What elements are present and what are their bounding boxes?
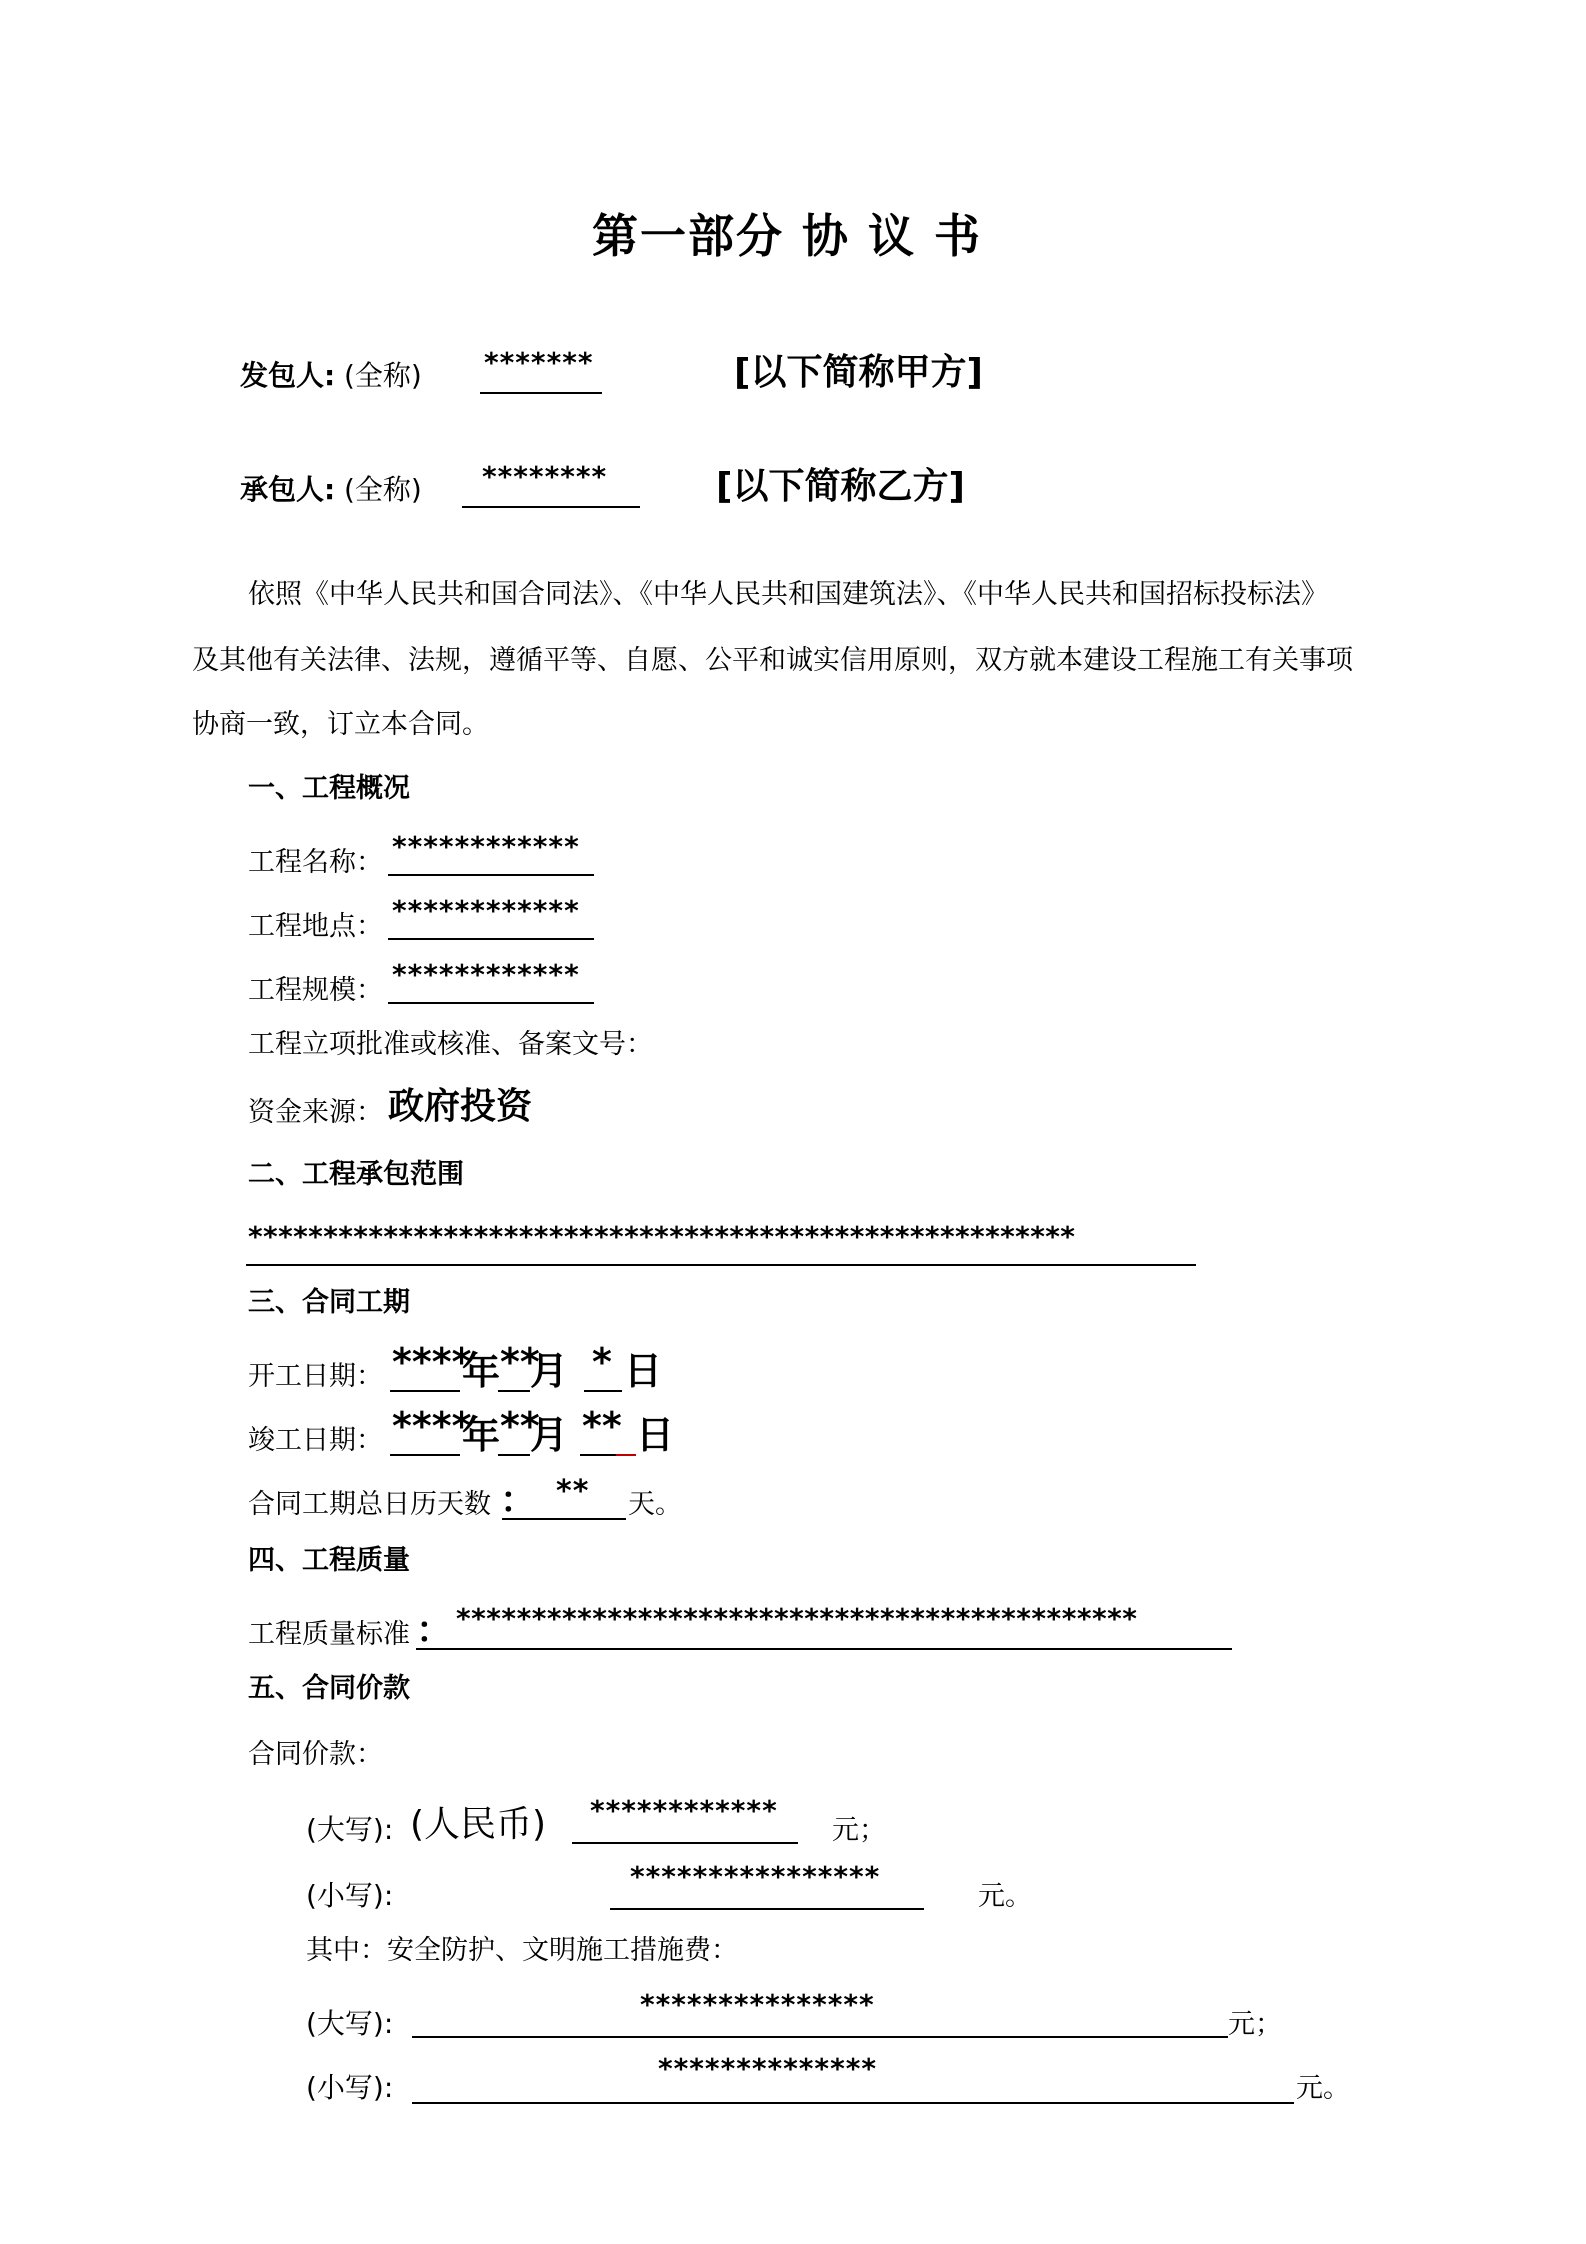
employer-name-underline bbox=[480, 392, 602, 394]
project-approval-label: 工程立项批准或核准、备案文号： bbox=[248, 1029, 653, 1060]
fund-source-value: 政府投资 bbox=[388, 1086, 533, 1127]
start-day-value: * bbox=[592, 1340, 612, 1384]
preamble-line-1: 依照《中华人民共和国合同法》、《中华人民共和国建筑法》、《中华人民共和国招标投标法》 bbox=[248, 579, 1328, 610]
safety-upper-value: *************** bbox=[640, 1988, 875, 2021]
contractor-fullname-label: (全称) bbox=[344, 473, 422, 506]
project-name-label: 工程名称： bbox=[248, 847, 383, 878]
price-upper-value: ************ bbox=[590, 1794, 778, 1827]
employer-fullname-label: (全称) bbox=[344, 359, 422, 392]
total-days-value: ** bbox=[556, 1474, 590, 1509]
price-upper-label: (大写): bbox=[306, 1813, 394, 1846]
section-1-heading: 一、工程概况 bbox=[248, 773, 410, 804]
price-upper-unit: 元； bbox=[832, 1815, 886, 1846]
end-year-unit: 年 bbox=[462, 1413, 501, 1457]
quality-standard-label: 工程质量标准 bbox=[248, 1619, 410, 1650]
project-scale-label: 工程规模： bbox=[248, 975, 383, 1006]
start-month-value: ** bbox=[500, 1340, 540, 1384]
end-day-underline bbox=[580, 1454, 616, 1456]
price-upper-underline bbox=[572, 1842, 798, 1844]
end-month-value: ** bbox=[500, 1404, 540, 1448]
safety-lower-underline bbox=[412, 2102, 1294, 2104]
start-year-value: **** bbox=[392, 1340, 472, 1384]
total-days-unit: 天。 bbox=[628, 1489, 682, 1520]
end-month-unit: 月 bbox=[530, 1413, 569, 1457]
total-days-colon: ： bbox=[500, 1480, 537, 1521]
end-day-underline-mark bbox=[616, 1454, 636, 1456]
start-day-unit: 日 bbox=[624, 1349, 663, 1393]
safety-fee-label: 其中：安全防护、文明施工措施费： bbox=[306, 1935, 738, 1966]
start-month-unit: 月 bbox=[530, 1349, 569, 1393]
end-date-label: 竣工日期： bbox=[248, 1425, 383, 1456]
safety-lower-unit: 元。 bbox=[1296, 2073, 1350, 2104]
preamble-line-3: 协商一致，订立本合同。 bbox=[192, 709, 489, 740]
start-date-label: 开工日期： bbox=[248, 1361, 383, 1392]
end-year-value: **** bbox=[392, 1404, 472, 1448]
safety-upper-underline bbox=[412, 2036, 1228, 2038]
quality-standard-value: ********************************************* bbox=[456, 1602, 1138, 1635]
contractor-alias-note: [以下简称乙方] bbox=[716, 466, 965, 507]
quality-standard-underline bbox=[416, 1648, 1232, 1650]
project-scale-underline bbox=[388, 1002, 594, 1004]
section-5-heading: 五、合同价款 bbox=[248, 1673, 410, 1704]
price-lower-value: **************** bbox=[630, 1860, 881, 1893]
preamble-line-2: 及其他有关法律、法规，遵循平等、自愿、公平和诚实信用原则，双方就本建设工程施工有关事项 bbox=[192, 645, 1353, 676]
end-year-underline bbox=[390, 1454, 460, 1456]
total-days-label: 合同工期总日历天数 bbox=[248, 1489, 491, 1520]
price-lower-underline bbox=[610, 1908, 924, 1910]
project-name-value: ************ bbox=[392, 830, 580, 863]
page-title: 第一部分 协 议 书 bbox=[592, 209, 983, 263]
employer-alias-note: [以下简称甲方] bbox=[734, 352, 983, 393]
section-2-heading: 二、工程承包范围 bbox=[248, 1159, 464, 1190]
contractor-name-underline bbox=[462, 506, 640, 508]
start-year-underline bbox=[390, 1390, 460, 1392]
start-year-unit: 年 bbox=[462, 1349, 501, 1393]
safety-upper-label: (大写): bbox=[306, 2007, 394, 2040]
employer-name-value: ******* bbox=[484, 346, 594, 379]
start-month-underline bbox=[498, 1390, 530, 1392]
project-location-value: ************ bbox=[392, 894, 580, 927]
quality-standard-colon: ： bbox=[416, 1610, 453, 1651]
end-day-value: ** bbox=[582, 1404, 622, 1448]
project-location-label: 工程地点： bbox=[248, 911, 383, 942]
contract-price-label: 合同价款： bbox=[248, 1739, 383, 1770]
start-day-underline bbox=[584, 1390, 622, 1392]
contract-scope-underline bbox=[246, 1264, 1196, 1266]
contractor-label: 承包人: bbox=[240, 473, 336, 506]
contractor-name-value: ******** bbox=[482, 460, 608, 493]
safety-lower-label: (小写): bbox=[306, 2071, 394, 2104]
price-currency-prefix: (人民币) bbox=[410, 1804, 547, 1845]
section-4-heading: 四、工程质量 bbox=[248, 1545, 410, 1576]
price-lower-label: (小写): bbox=[306, 1879, 394, 1912]
section-3-heading: 三、合同工期 bbox=[248, 1287, 410, 1318]
project-scale-value: ************ bbox=[392, 958, 580, 991]
project-name-underline bbox=[388, 874, 594, 876]
end-day-unit: 日 bbox=[636, 1413, 675, 1457]
project-location-underline bbox=[388, 938, 594, 940]
contract-scope-value: ******************************************************* bbox=[248, 1220, 1076, 1253]
employer-label: 发包人: bbox=[240, 359, 336, 392]
total-days-underline bbox=[502, 1518, 626, 1520]
safety-upper-unit: 元； bbox=[1228, 2009, 1282, 2040]
end-month-underline bbox=[498, 1454, 530, 1456]
safety-lower-value: ************** bbox=[658, 2052, 877, 2085]
price-lower-unit: 元。 bbox=[978, 1881, 1032, 1912]
fund-source-label: 资金来源： bbox=[248, 1097, 383, 1128]
